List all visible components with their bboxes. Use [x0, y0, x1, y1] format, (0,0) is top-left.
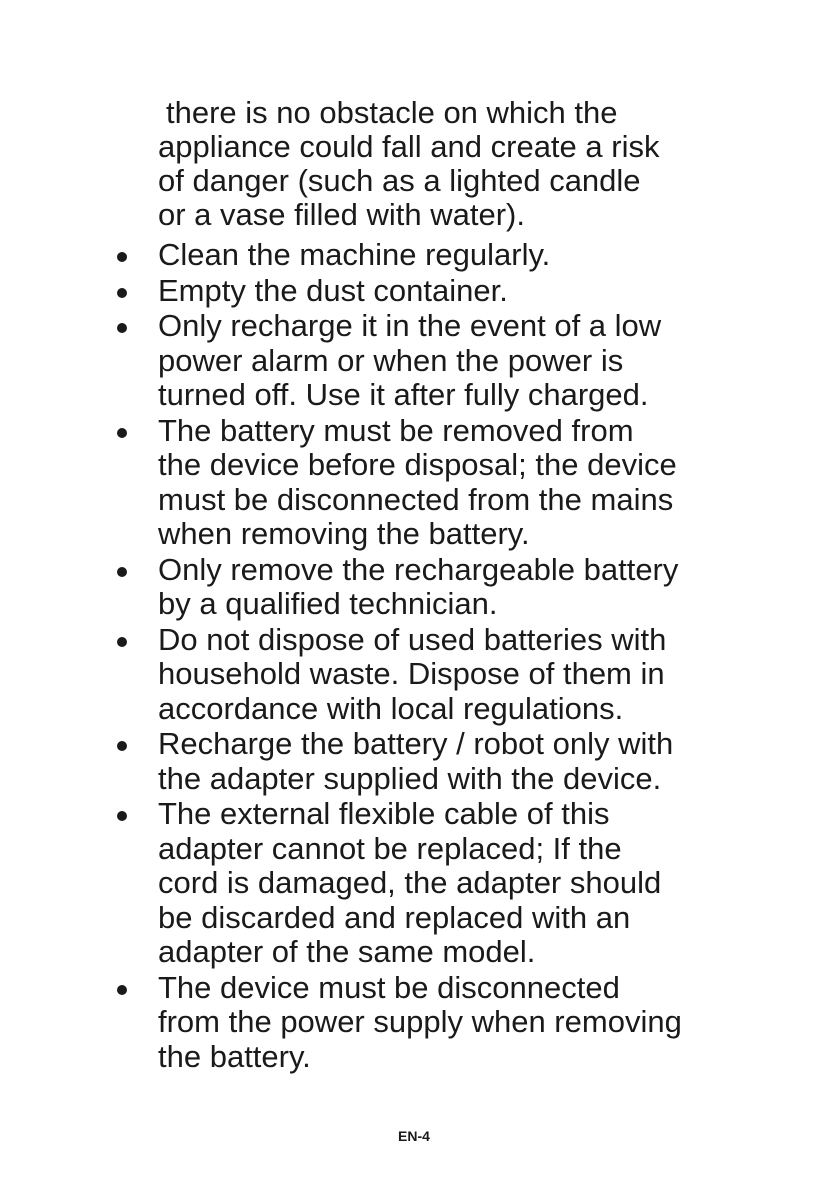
list-item	[158, 623, 758, 727]
continuation-paragraph	[158, 96, 758, 232]
list-item	[158, 309, 758, 413]
bullet-icon	[117, 741, 127, 751]
list-item	[158, 414, 758, 552]
bullet-icon	[117, 428, 127, 438]
list-item	[158, 971, 758, 1075]
list-item	[158, 553, 758, 622]
list-item	[158, 727, 758, 796]
text-line: Empty the dust container.	[158, 272, 508, 308]
text-line: be discarded and replaced with an	[158, 899, 631, 935]
bullet-icon	[117, 323, 127, 333]
text-line: adapter cannot be replaced; If the	[158, 830, 622, 866]
text-line: Clean the machine regularly.	[158, 237, 551, 272]
text-line: Only remove the rechargeable battery	[158, 551, 679, 587]
text-line: when removing the battery.	[158, 516, 530, 551]
text-line: accordance with local regulations.	[158, 690, 624, 726]
page-content	[158, 96, 758, 1075]
text-line: there is no obstacle on which the	[166, 95, 618, 130]
bullet-icon	[117, 567, 127, 577]
text-line: Do not dispose of used batteries with	[158, 621, 667, 657]
list-item	[158, 238, 758, 273]
bullet-icon	[117, 985, 127, 995]
text-line: The battery must be removed from	[158, 412, 634, 448]
text-line: Recharge the battery / robot only with	[158, 726, 674, 761]
text-line: must be disconnected from the mains	[158, 481, 674, 517]
text-line: cord is damaged, the adapter should	[158, 865, 662, 900]
text-line: adapter of the same model.	[158, 934, 536, 969]
text-line: from the power supply when removing	[158, 1004, 682, 1039]
safety-instruction-list	[158, 238, 758, 1074]
page-number: EN-4	[398, 1128, 430, 1144]
text-line: The external flexible cable of this	[158, 796, 610, 831]
text-line: appliance could fall and create a risk	[158, 129, 660, 164]
text-line: Only recharge it in the event of a low	[158, 308, 662, 343]
bullet-icon	[117, 637, 127, 647]
text-line: or a vase filled with water).	[158, 197, 525, 232]
text-line: the battery.	[158, 1038, 311, 1074]
list-item	[158, 797, 758, 970]
text-line: The device must be disconnected	[158, 969, 620, 1005]
text-line: turned off. Use it after fully charged.	[158, 377, 649, 412]
bullet-icon	[117, 252, 127, 262]
bullet-icon	[117, 811, 127, 821]
text-line: the adapter supplied with the device.	[158, 760, 662, 796]
text-line: by a qualified technician.	[158, 586, 498, 621]
text-line: household waste. Dispose of them in	[158, 656, 665, 691]
text-line: power alarm or when the power is	[158, 342, 624, 378]
list-item	[158, 274, 758, 309]
bullet-icon	[117, 288, 127, 298]
text-line: the device before disposal; the device	[158, 447, 677, 482]
text-line: of danger (such as a lighted candle	[158, 163, 641, 198]
